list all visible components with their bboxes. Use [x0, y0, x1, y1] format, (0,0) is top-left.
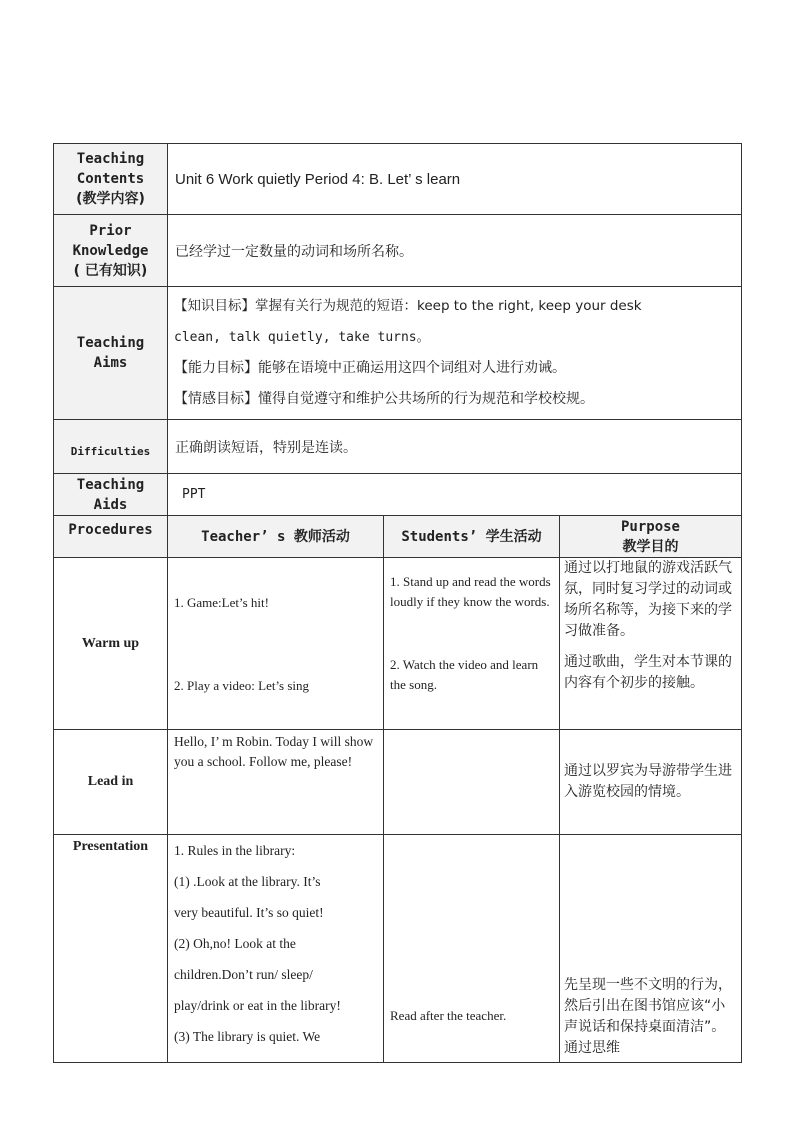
aim-emotion: 【情感目标】懂得自觉遵守和维护公共场所的行为规范和学校校规。 [174, 391, 594, 407]
presentation-teacher [168, 835, 384, 1063]
prior-knowledge-row [54, 215, 742, 287]
warmup-students [384, 558, 560, 730]
teaching-aids-value: PPT [168, 474, 742, 516]
presentation-row [54, 835, 742, 1063]
teaching-aims-label: Teaching Aims [54, 287, 168, 420]
leadin-students [384, 730, 560, 835]
teaching-contents-label: Teaching Contents (教学内容) [54, 144, 168, 215]
aim-ability: 【能力目标】能够在语境中正确运用这四个词组对人进行劝诫。 [174, 360, 566, 376]
warmup-students-step-1: 1. Stand up and read the words loudly if they know the words. [390, 574, 551, 609]
warmup-row [54, 558, 742, 730]
teaching-aims-value [168, 287, 742, 420]
teacher-column-header: Teacher’ s 教师活动 [168, 516, 384, 558]
difficulties-value: 正确朗读短语，特别是连读。 [168, 420, 742, 474]
presentation-line: children.Don’t run/ sleep/ [174, 967, 313, 982]
teaching-contents-value: Unit 6 Work quietly Period 4: B. Let’ s learn [168, 144, 742, 215]
presentation-students [384, 835, 560, 1063]
purpose-column-header: Purpose 教学目的 [560, 516, 742, 558]
warmup-purpose-1: 通过以打地鼠的游戏活跃气氛，同时复习学过的动词或场所名称等，为接下来的学习做准备。 [564, 560, 732, 639]
presentation-label: Presentation [54, 835, 168, 1063]
leadin-label: Lead in [54, 730, 168, 835]
warmup-teacher-step-1: 1. Game:Let’s hit! [174, 595, 269, 610]
warmup-purpose [560, 558, 742, 730]
presentation-line: 1. Rules in the library: [174, 843, 296, 858]
prior-knowledge-label: Prior Knowledge ( 已有知识) [54, 215, 168, 287]
presentation-line: play/drink or eat in the library! [174, 998, 341, 1013]
leadin-purpose: 通过以罗宾为导游带学生进入游览校园的情境。 [560, 730, 742, 835]
warmup-label: Warm up [54, 558, 168, 730]
teaching-aids-label: Teaching Aids [54, 474, 168, 516]
aim-knowledge: 【知识目标】掌握有关行为规范的短语：keep to the right, keep your desk [174, 298, 642, 314]
presentation-students-text: Read after the teacher. [390, 1008, 507, 1023]
presentation-purpose [560, 835, 742, 1063]
warmup-teacher-step-2: 2. Play a video: Let’s sing [174, 678, 310, 693]
lesson-plan-table [53, 143, 742, 1063]
presentation-line: (2) Oh,no! Look at the [174, 936, 296, 951]
teaching-aims-row [54, 287, 742, 420]
difficulties-label: Difficulties [54, 420, 168, 474]
warmup-teacher [168, 558, 384, 730]
students-column-header: Students’ 学生活动 [384, 516, 560, 558]
warmup-students-step-2: 2. Watch the video and learn the song. [390, 657, 539, 692]
procedures-label: Procedures [54, 516, 168, 558]
prior-knowledge-value: 已经学过一定数量的动词和场所名称。 [168, 215, 742, 287]
presentation-line: very beautiful. It’s so quiet! [174, 905, 324, 920]
difficulties-row [54, 420, 742, 474]
teaching-contents-row [54, 144, 742, 215]
warmup-purpose-2: 通过歌曲，学生对本节课的内容有个初步的接触。 [564, 654, 732, 691]
presentation-line: (3) The library is quiet. We [174, 1029, 321, 1044]
presentation-line: (1) .Look at the library. It’s [174, 874, 321, 889]
leadin-teacher: Hello, I’ m Robin. Today I will show you a school. Follow me, please! [168, 730, 384, 835]
procedures-header-row [54, 516, 742, 558]
teaching-aids-row [54, 474, 742, 516]
leadin-row [54, 730, 742, 835]
aim-knowledge-cont: clean, talk quietly, take turns。 [174, 330, 430, 345]
presentation-purpose-text: 先呈现一些不文明的行为，然后引出在图书馆应该“小声说话和保持桌面清洁”。通过思维 [564, 977, 732, 1056]
